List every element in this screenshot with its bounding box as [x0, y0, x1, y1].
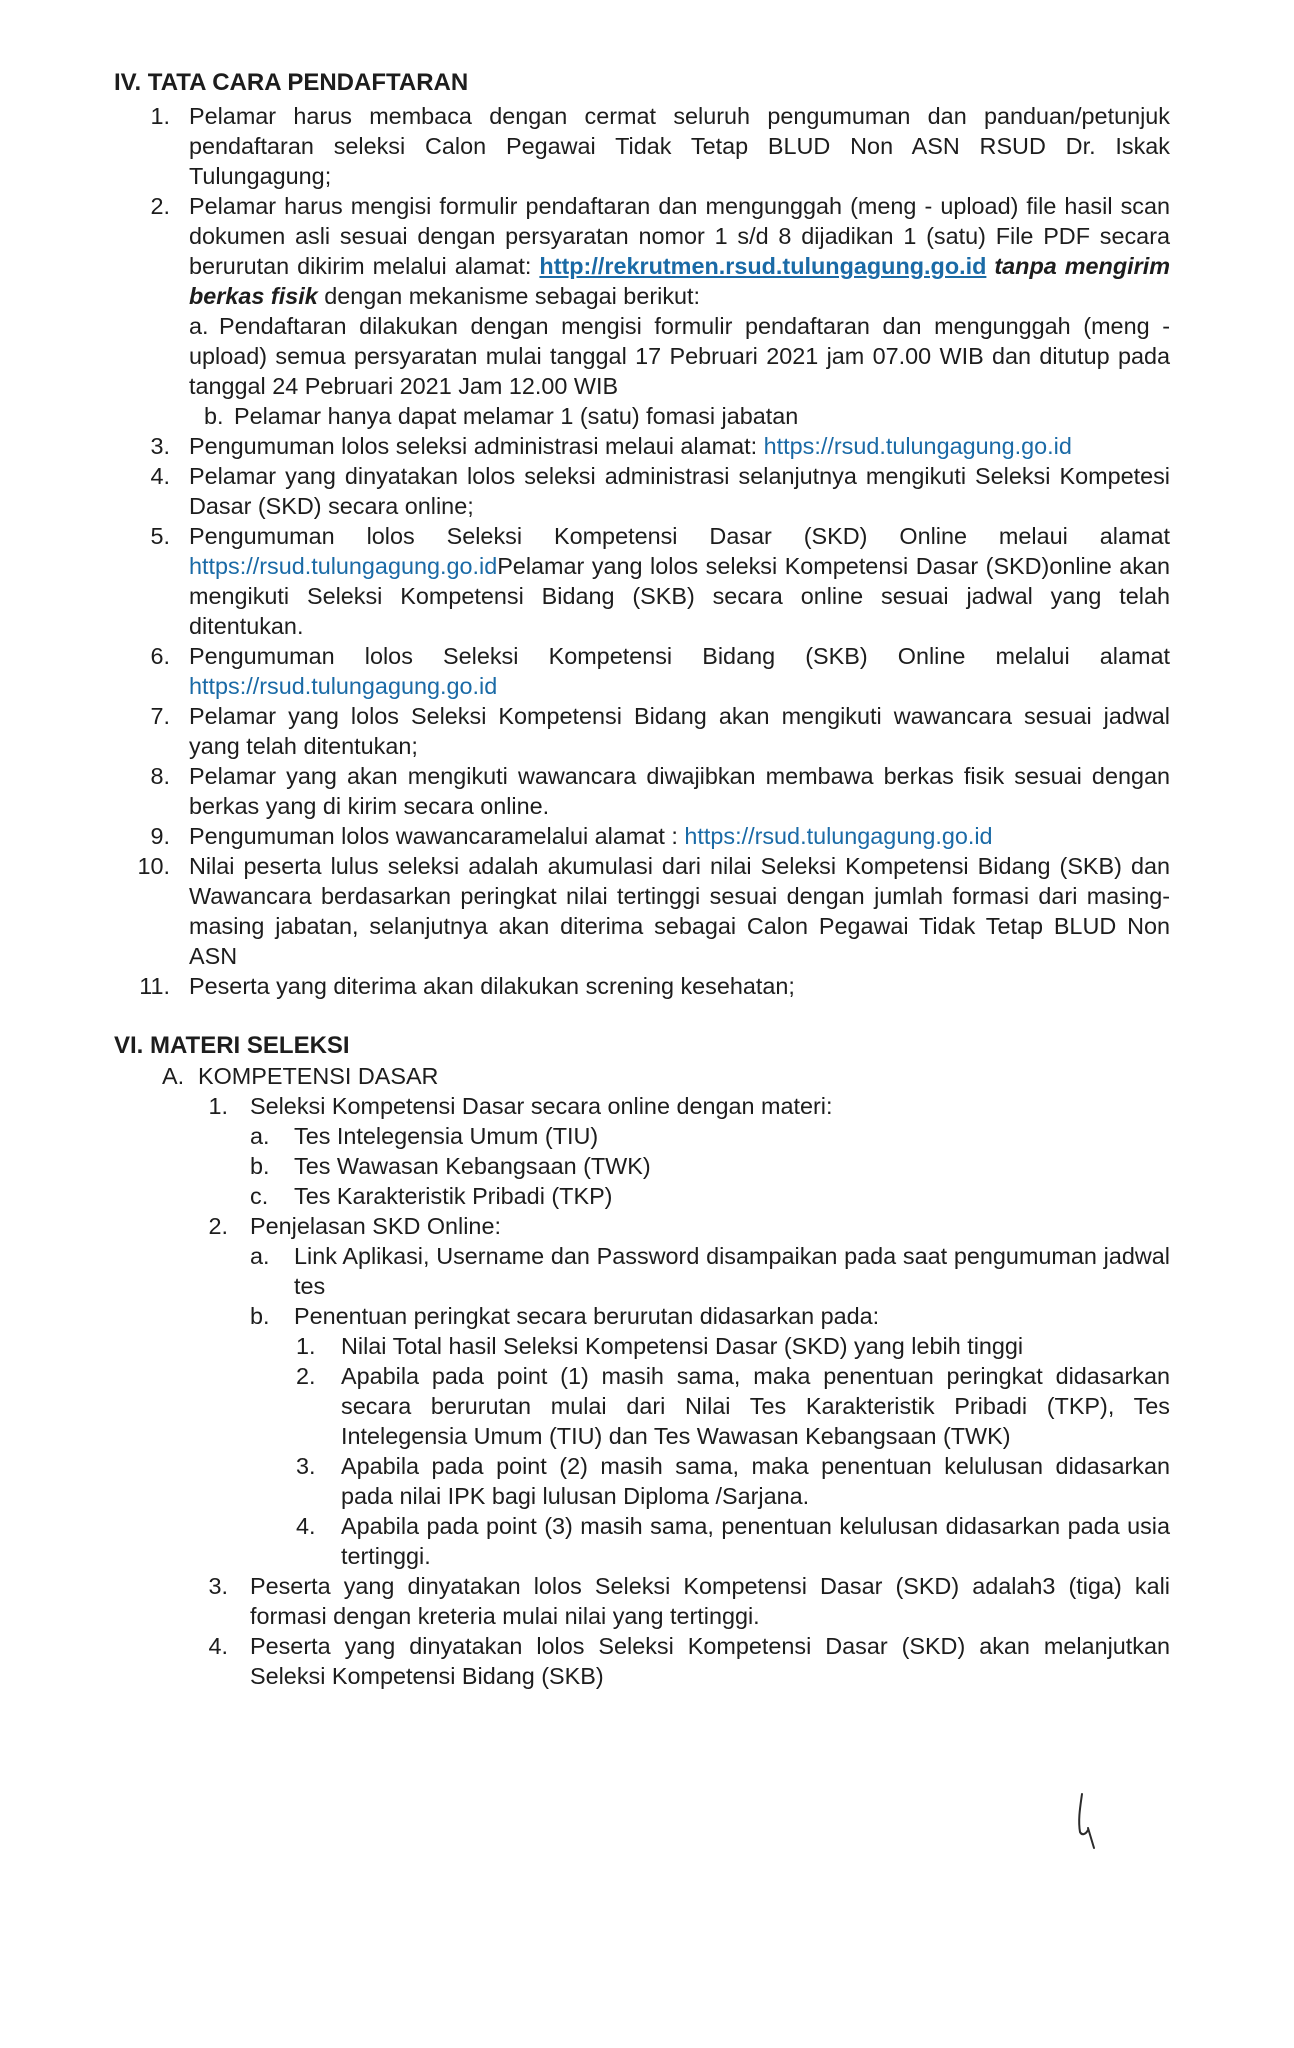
- s6-item-2b4-text: Apabila pada point (3) masih sama, penentuan kelulusan didasarkan pada usia tertinggi.: [341, 1513, 1170, 1569]
- s6-item-1b-label: b.: [250, 1153, 270, 1179]
- s4-item-2-link[interactable]: http://rekrutmen.rsud.tulungagung.go.id: [539, 253, 987, 279]
- s6-item-2b-label: b.: [250, 1303, 270, 1329]
- s6-item-1c-label: c.: [250, 1183, 269, 1209]
- s4-item-5-text: [189, 521, 1170, 641]
- s6-item-1-number: 1.: [208, 1093, 228, 1119]
- s6-item-2b2-text: Apabila pada point (1) masih sama, maka penentuan peringkat didasarkan secara berurutan mulai dari Nilai Tes Karakteristik Pribadi (TKP), Tes Intelegensia Umum (TIU) dan Tes Wawasan Kebangsaan (TWK): [341, 1363, 1170, 1449]
- s4-item-2a-body: Pendaftaran dilakukan dengan mengisi formulir pendaftaran dan mengunggah (meng - upload) semua persyaratan mulai tanggal 17 Pebruari 2021 jam 07.00 WIB dan ditutup pada tanggal 24 Pebruari 2021 Jam 12.00 WIB: [189, 313, 1170, 399]
- section-4-title: IV. TATA CARA PENDAFTARAN: [114, 69, 469, 96]
- s4-item-6-number: 6.: [150, 643, 170, 669]
- s4-item-9-link[interactable]: https://rsud.tulungagung.go.id: [684, 823, 993, 849]
- s6-item-2b3-label: 3.: [296, 1453, 316, 1479]
- s6-item-2b1-text: Nilai Total hasil Seleksi Kompetensi Dasar (SKD) yang lebih tinggi: [341, 1333, 1024, 1359]
- s4-item-2-tail: dengan mekanisme sebagai berikut:: [324, 283, 701, 309]
- s6-item-2b-text: Penentuan peringkat secara berurutan didasarkan pada:: [294, 1303, 880, 1329]
- s4-item-10-text: Nilai peserta lulus seleksi adalah akumulasi dari nilai Seleksi Kompetensi Bidang (SKB) dan Wawancara berdasarkan peringkat nilai tertinggi sesuai dengan jumlah formasi dari masing-masing jabatan, selanjutnya akan diterima sebagai Calon Pegawai Tidak Tetap BLUD Non ASN: [189, 853, 1170, 969]
- s6-item-2b3-text: Apabila pada point (2) masih sama, maka penentuan kelulusan didasarkan pada nilai IPK bagi lulusan Diploma /Sarjana.: [341, 1453, 1170, 1509]
- s4-item-9-text: [189, 821, 993, 851]
- s4-item-2b-text: Pelamar hanya dapat melamar 1 (satu) fomasi jabatan: [234, 403, 799, 429]
- s4-item-8-number: 8.: [150, 763, 170, 789]
- s4-item-1-number: 1.: [150, 103, 170, 129]
- s6-item-1a-text: Tes Intelegensia Umum (TIU): [294, 1123, 599, 1149]
- section-6-title: VI. MATERI SELEKSI: [114, 1032, 350, 1059]
- s4-item-9-number: 9.: [150, 823, 170, 849]
- s6-item-2b4-label: 4.: [296, 1513, 316, 1539]
- handwritten-page-mark: [1070, 1790, 1110, 1854]
- s6-item-1b-text: Tes Wawasan Kebangsaan (TWK): [294, 1153, 651, 1179]
- s4-item-2a-text: [189, 311, 1170, 401]
- s6-item-4-text: Peserta yang dinyatakan lolos Seleksi Kompetensi Dasar (SKD) akan melanjutkan Seleksi Kompetensi Bidang (SKB): [250, 1633, 1170, 1689]
- s4-item-7-number: 7.: [150, 703, 170, 729]
- s4-item-5-link[interactable]: https://rsud.tulungagung.go.id: [189, 553, 498, 579]
- s4-item-2-number: 2.: [150, 193, 170, 219]
- subsection-a-label: A.: [162, 1063, 185, 1089]
- s4-item-2-emphasis: tanpa mengirim berkas fisik: [189, 253, 1171, 309]
- s4-item-11-number: 11.: [139, 973, 170, 999]
- s4-item-3-link[interactable]: https://rsud.tulungagung.go.id: [763, 433, 1072, 459]
- s4-item-6-body: Pengumuman lolos Seleksi Kompetensi Bidang (SKB) Online melalui alamat: [189, 643, 1170, 669]
- s6-item-4-number: 4.: [208, 1633, 228, 1659]
- s6-item-1c-text: Tes Karakteristik Pribadi (TKP): [294, 1183, 613, 1209]
- s6-item-2b2-label: 2.: [296, 1363, 316, 1389]
- s4-item-10-number: 10.: [137, 853, 170, 879]
- s6-item-3-text: Peserta yang dinyatakan lolos Seleksi Kompetensi Dasar (SKD) adalah3 (tiga) kali formasi dengan kreteria mulai nilai yang tertinggi.: [250, 1573, 1170, 1629]
- s4-item-7-text: Pelamar yang lolos Seleksi Kompetensi Bidang akan mengikuti wawancara sesuai jadwal yang telah ditentukan;: [189, 703, 1170, 759]
- s6-item-1a-label: a.: [250, 1123, 270, 1149]
- s4-item-2-body: Pelamar harus mengisi formulir pendaftaran dan mengunggah (meng - upload) file hasil scan dokumen asli sesuai dengan persyaratan nomor 1 s/d 8 dijadikan 1 (satu) File PDF secara berurutan dikirim melalui alamat:: [189, 193, 1170, 279]
- s6-item-2a-label: a.: [250, 1243, 270, 1269]
- s4-item-6-link[interactable]: https://rsud.tulungagung.go.id: [189, 673, 498, 699]
- subsection-a-title: KOMPETENSI DASAR: [198, 1063, 439, 1089]
- s4-item-8-text: Pelamar yang akan mengikuti wawancara diwajibkan membawa berkas fisik sesuai dengan berkas yang di kirim secara online.: [189, 763, 1170, 819]
- s4-item-3-body: Pengumuman lolos seleksi administrasi melaui alamat:: [189, 433, 758, 459]
- s4-item-6-text: [189, 641, 1170, 701]
- s4-item-4-number: 4.: [150, 463, 170, 489]
- s6-item-2-text: Penjelasan SKD Online:: [250, 1213, 501, 1239]
- s4-item-5-number: 5.: [150, 523, 170, 549]
- s4-item-2-text: [189, 191, 1170, 311]
- s6-item-3-number: 3.: [208, 1573, 228, 1599]
- s4-item-5-body: Pengumuman lolos Seleksi Kompetensi Dasar (SKD) Online melaui alamat: [189, 523, 1170, 549]
- s4-item-3-text: [189, 431, 1072, 461]
- s4-item-9-body: Pengumuman lolos wawancaramelalui alamat :: [189, 823, 678, 849]
- s4-item-5-tail: Pelamar yang lolos seleksi Kompetensi Dasar (SKD)online akan mengikuti Seleksi Kompetensi Bidang (SKB) secara online sesuai jadwal yang telah ditentukan.: [189, 553, 1170, 639]
- s4-item-1-text: Pelamar harus membaca dengan cermat seluruh pengumuman dan panduan/petunjuk pendaftaran seleksi Calon Pegawai Tidak Tetap BLUD Non ASN RSUD Dr. Iskak Tulungagung;: [189, 103, 1170, 189]
- s4-item-3-number: 3.: [150, 433, 170, 459]
- s4-item-4-text: Pelamar yang dinyatakan lolos seleksi administrasi selanjutnya mengikuti Seleksi Kompetesi Dasar (SKD) secara online;: [189, 463, 1170, 519]
- s4-item-2b-label: b.: [204, 403, 224, 429]
- s4-item-2a-label: a.: [189, 313, 209, 339]
- s6-item-1-text: Seleksi Kompetensi Dasar secara online dengan materi:: [250, 1093, 833, 1119]
- s6-item-2-number: 2.: [208, 1213, 228, 1239]
- s6-item-2b1-label: 1.: [296, 1333, 316, 1359]
- s6-item-2a-text: Link Aplikasi, Username dan Password disampaikan pada saat pengumuman jadwal tes: [294, 1243, 1170, 1299]
- s4-item-11-text: Peserta yang diterima akan dilakukan screning kesehatan;: [189, 973, 795, 999]
